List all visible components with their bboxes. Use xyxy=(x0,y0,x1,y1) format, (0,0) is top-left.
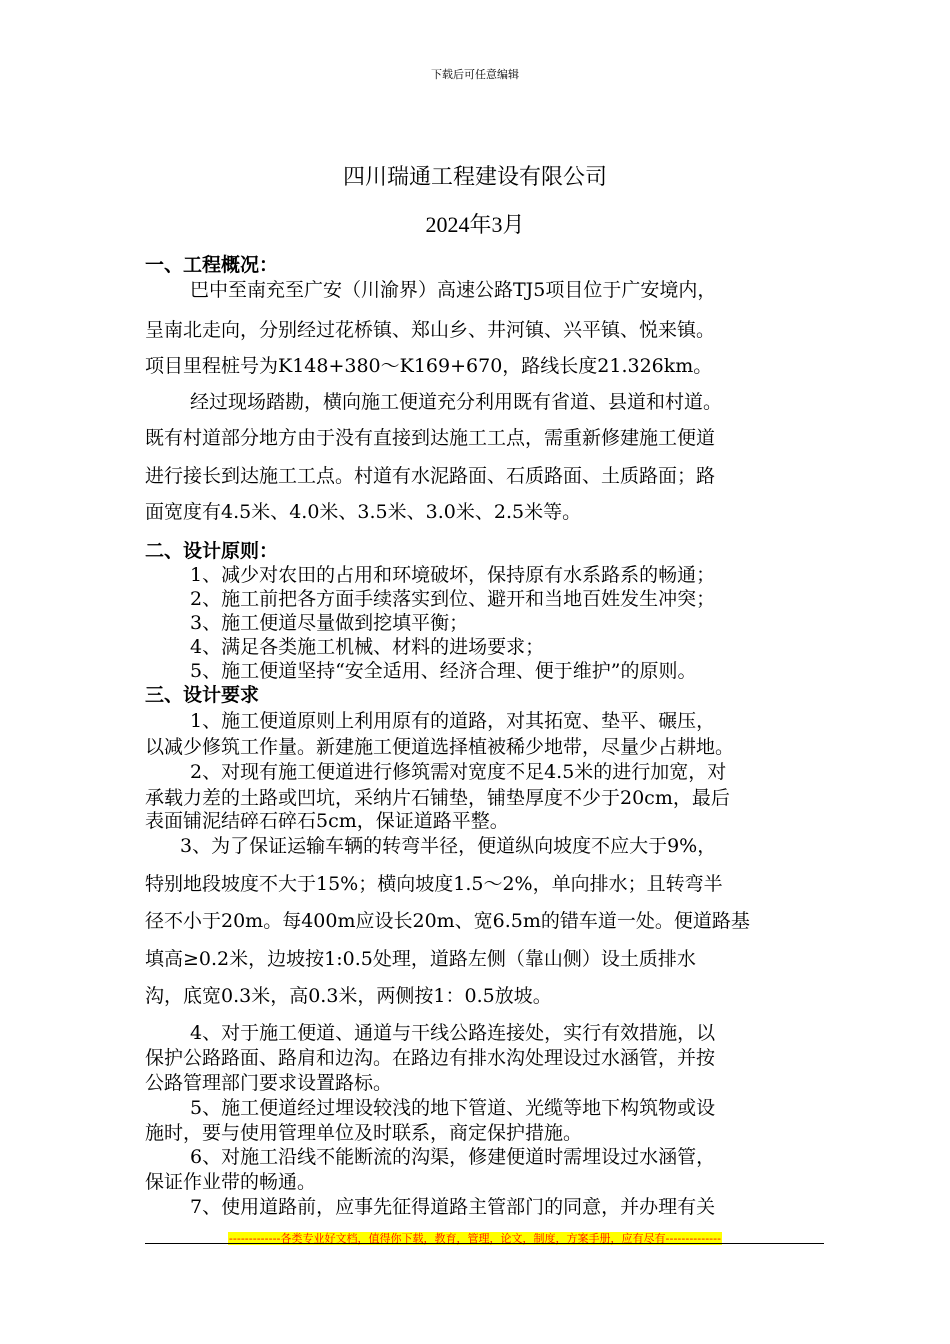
text-line: 保护公路路面、路肩和边沟。在路边有排水沟处理设过水涵管，并按 xyxy=(145,1047,716,1069)
text-line: 项目里程桩号为K148+380～K169+670，路线长度21.326km。 xyxy=(145,355,713,377)
text-line: 1、施工便道原则上利用原有的道路，对其拓宽、垫平、碾压， xyxy=(190,710,716,732)
text-line: 呈南北走向，分别经过花桥镇、郑山乡、井河镇、兴平镇、悦来镇。 xyxy=(145,319,716,341)
text-line: 7、使用道路前，应事先征得道路主管部门的同意，并办理有关 xyxy=(190,1196,716,1218)
list-item: 3、施工便道尽量做到挖填平衡； xyxy=(190,612,469,634)
footer-divider xyxy=(145,1243,824,1244)
text-line: 填高≥0.2米，边坡按1:0.5处理，道路左侧（靠山侧）设土质排水 xyxy=(145,948,696,970)
section-heading-requirements: 三、设计要求 xyxy=(145,684,260,706)
text-line: 2、对现有施工便道进行修筑需对宽度不足4.5米的进行加宽，对 xyxy=(190,761,727,783)
list-item: 1、减少对农田的占用和环境破坏，保持原有水系路系的畅通； xyxy=(190,564,716,586)
text-line: 沟，底宽0.3米，高0.3米，两侧按1：0.5放坡。 xyxy=(145,985,552,1007)
section-heading-overview: 一、工程概况： xyxy=(145,254,279,276)
text-line: 公路管理部门要求设置路标。 xyxy=(145,1072,393,1094)
list-item: 5、施工便道坚持“安全适用、经济合理、便于维护”的原则。 xyxy=(190,660,697,682)
section-heading-principles: 二、设计原则： xyxy=(145,540,279,562)
text-line: 进行接长到达施工工点。村道有水泥路面、石质路面、土质路面；路 xyxy=(145,465,716,487)
text-line: 6、对施工沿线不能断流的沟渠，修建便道时需埋设过水涵管， xyxy=(190,1146,716,1168)
header-note: 下载后可任意编辑 xyxy=(431,68,519,81)
text-line: 以减少修筑工作量。新建施工便道选择植被稀少地带，尽量少占耕地。 xyxy=(145,736,735,758)
text-line: 径不小于20m。每400m应设长20m、宽6.5m的错车道一处。便道路基 xyxy=(145,910,750,932)
list-item: 2、施工前把各方面手续落实到位、避开和当地百姓发生冲突； xyxy=(190,588,716,610)
text-line: 承载力差的土路或凹坑，采纳片石铺垫，铺垫厚度不少于20cm，最后 xyxy=(145,787,730,809)
text-line: 4、对于施工便道、通道与干线公路连接处，实行有效措施，以 xyxy=(190,1022,716,1044)
text-line: 施时，要与使用管理单位及时联系，商定保护措施。 xyxy=(145,1122,583,1144)
company-name: 四川瑞通工程建设有限公司 xyxy=(342,165,607,190)
text-line: 巴中至南充至广安（川渝界）高速公路TJ5项目位于广安境内， xyxy=(190,279,717,301)
text-line: 3、为了保证运输车辆的转弯半径，便道纵向坡度不应大于9%， xyxy=(180,835,717,857)
text-line: 面宽度有4.5米、4.0米、3.5米、3.0米、2.5米等。 xyxy=(145,501,582,523)
text-line: 经过现场踏勘，横向施工便道充分利用既有省道、县道和村道。 xyxy=(190,391,723,413)
text-line: 既有村道部分地方由于没有直接到达施工工点，需重新修建施工便道 xyxy=(145,427,716,449)
text-line: 5、施工便道经过埋设较浅的地下管道、光缆等地下构筑物或设 xyxy=(190,1097,716,1119)
list-item: 4、满足各类施工机械、材料的进场要求； xyxy=(190,636,545,658)
footer-banner-text: -------------各类专业好文档，值得你下载，教育，管理，论文，制度，方案手册，应有尽有-------------- xyxy=(228,1232,722,1245)
text-line: 特别地段坡度不大于15%；横向坡度1.5～2%，单向排水；且转弯半 xyxy=(145,873,723,895)
text-line: 表面铺泥结碎石碎石5cm，保证道路平整。 xyxy=(145,810,509,832)
document-date: 2024年3月 xyxy=(425,212,525,237)
text-line: 保证作业带的畅通。 xyxy=(145,1171,317,1193)
